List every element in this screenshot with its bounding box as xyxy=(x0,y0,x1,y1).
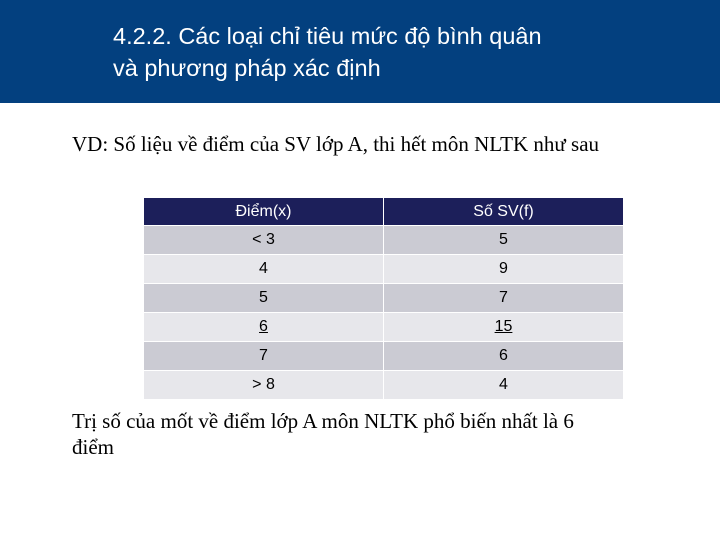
conclusion-line-1: Trị số của mốt về điểm lớp A môn NLTK phổ biến nhất là 6 xyxy=(72,409,574,433)
table-row xyxy=(144,371,624,400)
slide-title-line-2: và phương pháp xác định xyxy=(113,55,381,81)
count-cell: 6 xyxy=(384,342,624,371)
count-cell: 7 xyxy=(384,284,624,313)
slide-title xyxy=(113,20,693,84)
table-header-row xyxy=(144,198,624,226)
count-cell: 4 xyxy=(384,371,624,400)
table-row xyxy=(144,284,624,313)
table-row xyxy=(144,226,624,255)
table-row xyxy=(144,342,624,371)
table-row xyxy=(144,255,624,284)
table-row-mode xyxy=(144,313,624,342)
score-table-container xyxy=(143,197,623,400)
score-cell: > 8 xyxy=(144,371,384,400)
slide-title-line-1: 4.2.2. Các loại chỉ tiêu mức độ bình quân xyxy=(113,23,542,49)
conclusion-line-2: điểm xyxy=(72,435,114,459)
score-cell: 5 xyxy=(144,284,384,313)
score-cell: 4 xyxy=(144,255,384,284)
intro-text: VD: Số liệu về điểm của SV lớp A, thi hết môn NLTK như sau xyxy=(72,132,600,156)
conclusion-text xyxy=(72,408,672,460)
score-cell: 7 xyxy=(144,342,384,371)
slide-header xyxy=(0,0,720,103)
score-cell: 6 xyxy=(144,313,384,342)
score-cell: < 3 xyxy=(144,226,384,255)
count-cell: 15 xyxy=(384,313,624,342)
column-header-student-count: Số SV(f) xyxy=(384,198,624,226)
count-cell: 9 xyxy=(384,255,624,284)
score-table xyxy=(143,197,624,400)
count-cell: 5 xyxy=(384,226,624,255)
column-header-score: Điểm(x) xyxy=(144,198,384,226)
